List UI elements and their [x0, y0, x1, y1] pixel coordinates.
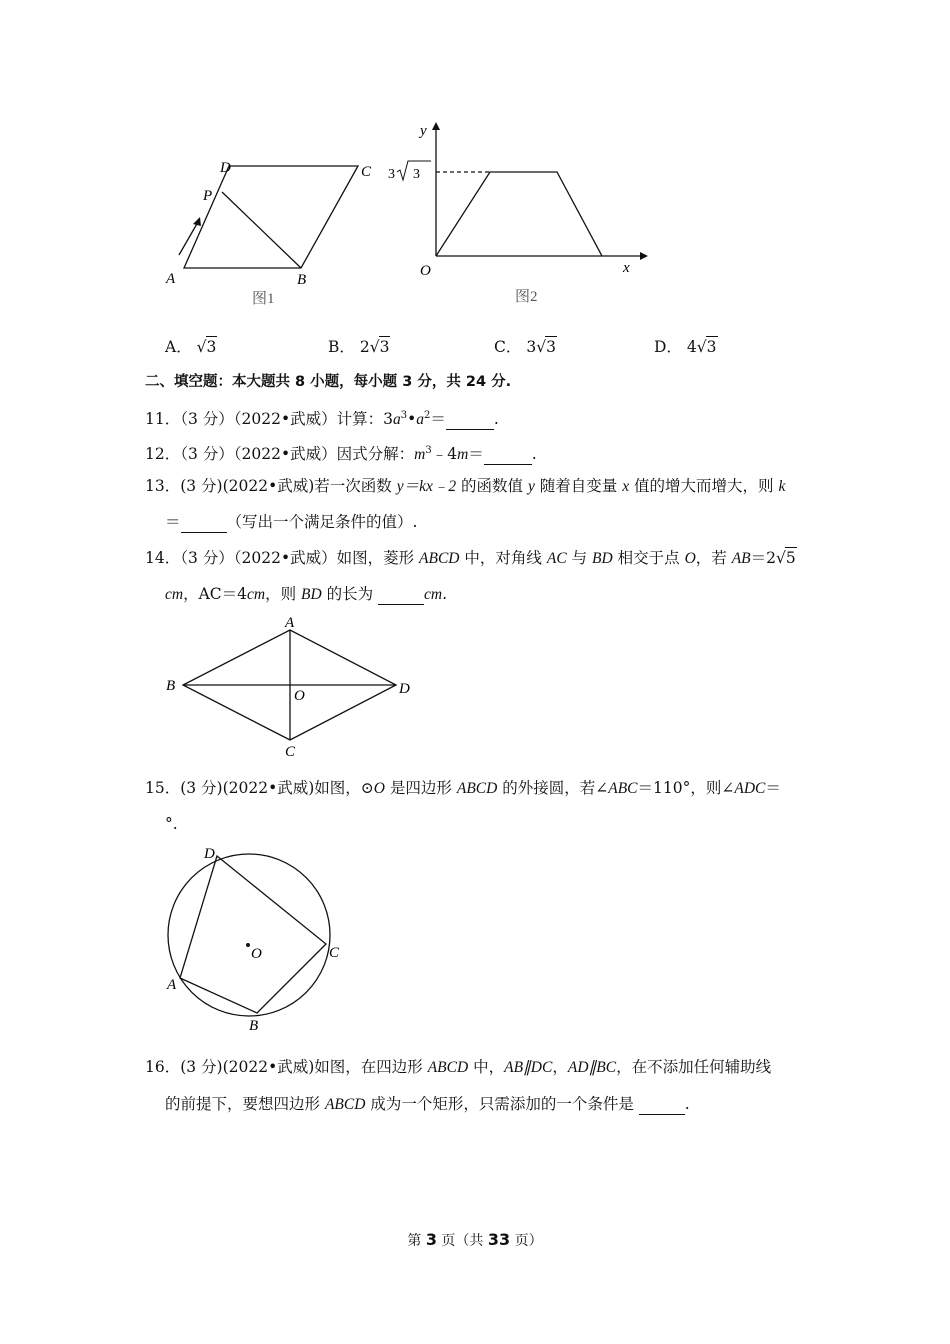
sqrt-icon: √3: [369, 338, 390, 356]
arrow-head: [193, 217, 201, 226]
x-arrow: [640, 252, 648, 260]
sqrt-icon: √5: [776, 549, 796, 567]
label-a: A: [167, 977, 177, 993]
label-d: D: [399, 681, 410, 697]
parallelogram-abcd: [184, 166, 358, 268]
quadrilateral-abcd: [180, 856, 326, 1013]
question-15-line2: °.: [165, 815, 178, 833]
option-b[interactable]: [328, 336, 390, 357]
option-coef: 4: [686, 338, 697, 356]
question-11: 11．（3 分）（2022•武威）计算：$3a^3•a^2=$ .: [145, 410, 499, 429]
origin-label: O: [420, 263, 431, 279]
answer-blank[interactable]: [378, 584, 424, 605]
sqrt-icon: √3: [696, 338, 717, 356]
option-a[interactable]: [165, 336, 217, 357]
label-b: B: [166, 678, 176, 694]
answer-blank[interactable]: [181, 512, 227, 533]
question-12: 12．（3 分）（2022•武威）因式分解：$m^3﹣4m=$ .: [145, 445, 537, 464]
question-13-line2: ＝ （写出一个满足条件的值）.: [165, 513, 418, 531]
question-16-line2: 的前提下，要想四边形 ABCD 成为一个矩形，只需添加的一个条件是 .: [165, 1095, 690, 1113]
graph-line: [436, 172, 602, 256]
option-coef: 2: [359, 338, 370, 356]
option-letter: B．: [328, 338, 355, 356]
y-value-rad: 3: [413, 167, 420, 182]
label-o: O: [294, 688, 305, 704]
label-b: B: [297, 272, 307, 288]
question-14-line2: cm，AC＝4cm，则 BD 的长为 cm.: [165, 585, 448, 603]
answer-blank[interactable]: [446, 409, 494, 430]
figure-circle-quadrilateral: [155, 840, 355, 1040]
option-letter: C．: [494, 338, 522, 356]
label-c: C: [329, 945, 340, 961]
label-o: O: [251, 946, 262, 962]
y-arrow: [432, 122, 440, 130]
option-letter: A．: [165, 338, 192, 356]
label-a: A: [285, 615, 295, 631]
figure1-caption: 图1: [252, 291, 275, 307]
page-number: 3: [425, 1230, 437, 1249]
label-c: C: [285, 744, 296, 760]
option-c[interactable]: [494, 336, 557, 357]
question-16-line1: 16．(3 分)(2022•武威)如图，在四边形 ABCD 中，AB∥DC，AD∥BC，在不添加任何辅助线: [145, 1058, 772, 1076]
section-heading: 二、填空题：本大题共 8 小题，每小题 3 分，共 24 分.: [145, 374, 512, 390]
answer-blank[interactable]: [639, 1094, 685, 1115]
label-d: D: [204, 846, 215, 862]
option-letter: D．: [654, 338, 682, 356]
question-14-line1: 14．（3 分）（2022•武威）如图，菱形 ABCD 中，对角线 AC 与 BD 相交于点 O，若 AB＝2√5: [145, 549, 796, 567]
y-value-coef: 3: [388, 167, 395, 182]
label-c: C: [361, 164, 372, 180]
circle-o-icon: ⊙: [360, 779, 374, 797]
page-footer: 第 3 页（共 33 页）: [407, 1230, 543, 1249]
label-d: D: [220, 160, 231, 176]
figure2-graph: [380, 118, 650, 318]
circumcircle: [168, 854, 330, 1016]
label-a: A: [166, 271, 176, 287]
answer-blank[interactable]: [484, 444, 532, 465]
label-p: P: [203, 188, 213, 204]
figure2-caption: 图2: [515, 289, 538, 305]
sqrt-icon: √3: [536, 338, 556, 356]
figure1-parallelogram: [150, 150, 390, 320]
question-13-line1: 13．(3 分)(2022•武威)若一次函数 y＝kx﹣2 的函数值 y 随着自变量 x 值的增大而增大，则 k: [145, 477, 786, 495]
center-point: [246, 943, 250, 947]
option-coef: 3: [526, 338, 537, 356]
sqrt-icon: √3: [196, 338, 217, 356]
y-label: y: [420, 123, 427, 139]
question-15-line1: 15．(3 分)(2022•武威)如图，⊙O 是四边形 ABCD 的外接圆，若∠ABC＝110°，则∠ADC＝: [145, 779, 781, 797]
total-pages: 33: [487, 1230, 511, 1249]
label-b: B: [249, 1018, 259, 1034]
x-label: x: [623, 260, 630, 276]
arrow-shaft: [179, 222, 198, 255]
segment-pb: [222, 192, 301, 268]
option-d[interactable]: [654, 336, 718, 357]
figure-rhombus: [160, 610, 430, 765]
